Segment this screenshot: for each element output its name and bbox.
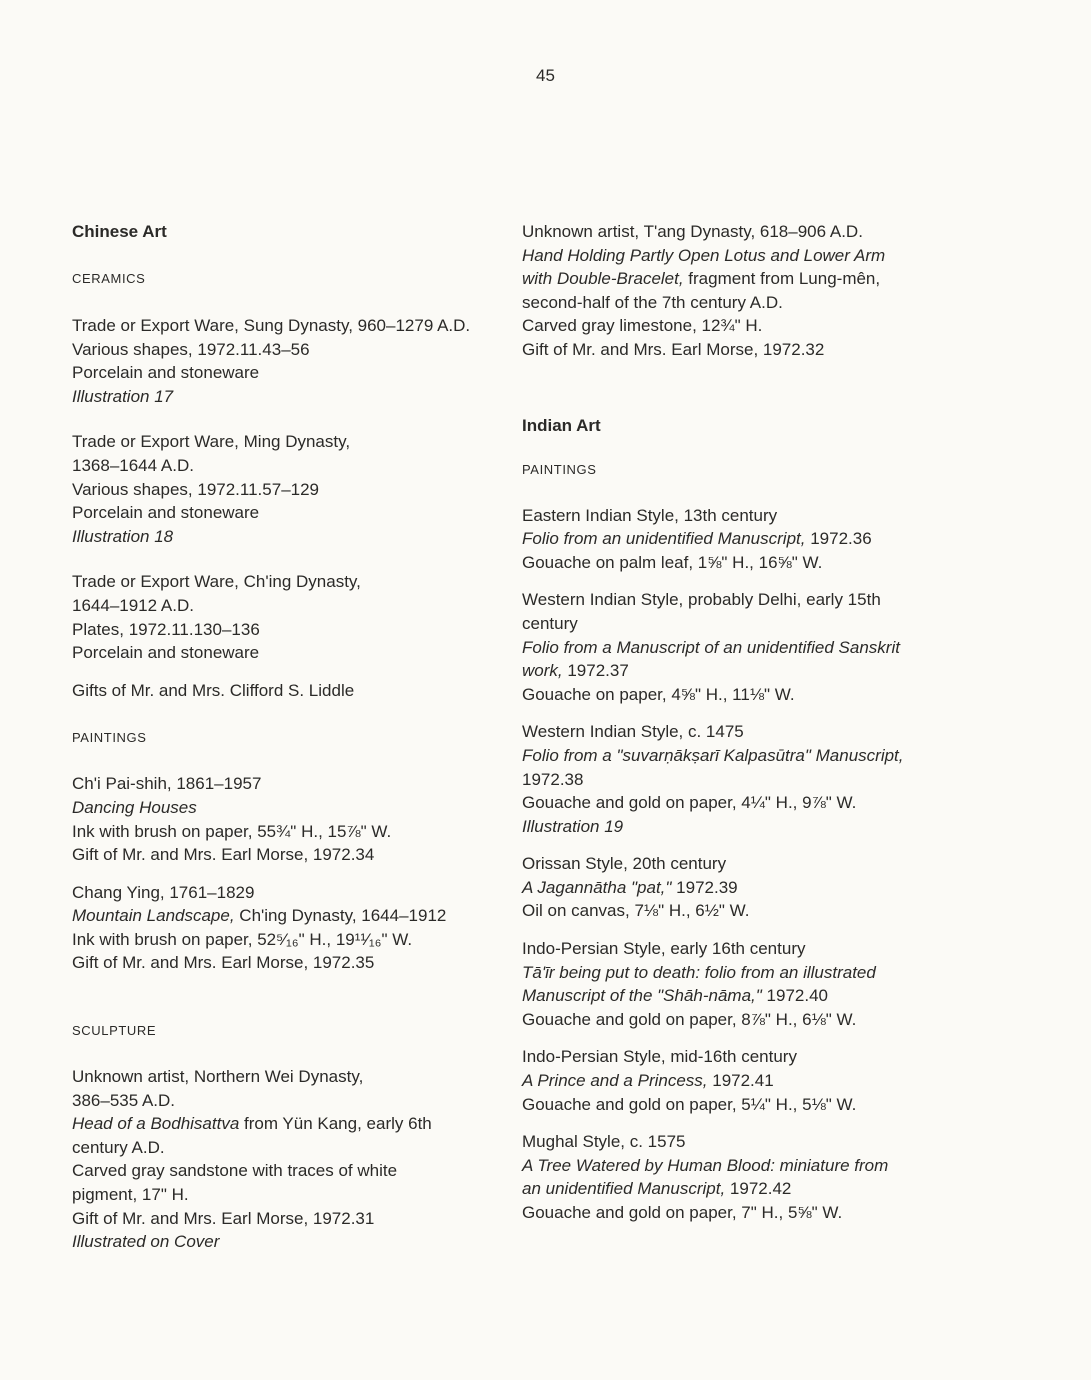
section-heading-indian-art: Indian Art (522, 415, 601, 435)
entry-title-text: work, (522, 661, 563, 681)
entry-text: 1972.37 (562, 661, 629, 681)
entry-line: Western Indian Style, c. 1475 (522, 722, 744, 742)
entry-line: 1368–1644 A.D. (72, 455, 194, 475)
entry-line: second-half of the 7th century A.D. (522, 292, 783, 312)
entry-title-text: Mountain Landscape, (72, 906, 235, 926)
entry-line: Porcelain and stoneware (72, 503, 260, 523)
entry-line: Plates, 1972.11.130–136 (72, 619, 260, 639)
catalog-entry (72, 772, 532, 866)
catalog-entry (72, 314, 532, 408)
entry-line (72, 1112, 532, 1136)
entry-line: Various shapes, 1972.11.43–56 (72, 339, 310, 359)
entry-title-text: Manuscript of the "Shāh-nāma," (522, 986, 762, 1006)
entry-line: Illustrated on Cover (72, 1232, 220, 1252)
entry-line: century A.D. (72, 1137, 165, 1157)
subsection-label-paintings: PAINTINGS (522, 461, 597, 477)
catalog-entry (72, 881, 532, 975)
catalog-entry (522, 1045, 992, 1116)
entry-line: 1972.38 (522, 769, 584, 789)
entry-line: Trade or Export Ware, Ming Dynasty, (72, 432, 351, 452)
entry-line: Gift of Mr. and Mrs. Earl Morse, 1972.31 (72, 1208, 375, 1228)
entry-line: Carved gray sandstone with traces of white (72, 1161, 398, 1181)
entry-line (522, 876, 992, 900)
entry-line: Illustration 19 (522, 816, 624, 836)
entry-text: 1972.42 (725, 1179, 792, 1199)
entry-line: Gouache and gold on paper, 7" H., 5⅝" W. (522, 1203, 843, 1222)
entry-line (72, 904, 532, 928)
entry-line: Unknown artist, Northern Wei Dynasty, (72, 1067, 364, 1087)
entry-line: pigment, 17" H. (72, 1185, 189, 1205)
entry-line: Gift of Mr. and Mrs. Earl Morse, 1972.35 (72, 953, 375, 973)
entry-text: fragment from Lung-mên, (683, 269, 881, 289)
catalog-entry (72, 430, 532, 548)
entry-title-text: A Jagannātha "pat," (522, 877, 672, 897)
entry-line: Ch'i Pai-shih, 1861–1957 (72, 774, 262, 794)
entry-line: Eastern Indian Style, 13th century (522, 505, 778, 525)
catalog-entry (522, 220, 992, 362)
entry-line: Mughal Style, c. 1575 (522, 1132, 686, 1152)
catalog-entry (72, 570, 532, 664)
entry-line: Gift of Mr. and Mrs. Earl Morse, 1972.34 (72, 845, 375, 865)
page-number: 45 (536, 66, 555, 85)
entry-title-text: Folio from an unidentified Manuscript, (522, 529, 806, 549)
entry-line: Ink with brush on paper, 52⁵⁄₁₆" H., 19¹¹⁄₁₆" W. (72, 929, 413, 949)
entry-line: Gift of Mr. and Mrs. Earl Morse, 1972.32 (522, 339, 825, 359)
entry-text: 1972.41 (707, 1071, 774, 1091)
entry-line: 1644–1912 A.D. (72, 595, 194, 615)
entry-line: Indo-Persian Style, mid-16th century (522, 1047, 797, 1067)
entry-title-text: A Prince and a Princess, (522, 1071, 708, 1091)
catalog-entry (72, 1065, 532, 1254)
entry-line: Dancing Houses (72, 797, 197, 817)
entry-line: Illustration 18 (72, 526, 174, 546)
entry-line: Gouache and gold on paper, 8⅞" H., 6⅛" W. (522, 1009, 857, 1029)
entry-line: A Tree Watered by Human Blood: miniature from (522, 1155, 889, 1175)
entry-line: Carved gray limestone, 12¾" H. (522, 316, 763, 336)
entry-text: 1972.40 (761, 986, 828, 1006)
gifts-line: Gifts of Mr. and Mrs. Clifford S. Liddle (72, 680, 355, 700)
catalog-entry (522, 720, 992, 838)
entry-line: century (522, 613, 578, 633)
entry-text: from Yün Kang, early 6th (239, 1114, 432, 1134)
entry-line (522, 1069, 992, 1093)
entry-line: Gouache and gold on paper, 5¼" H., 5⅛" W. (522, 1094, 857, 1114)
entry-line: Trade or Export Ware, Sung Dynasty, 960–1279 A.D. (72, 316, 471, 335)
entry-line: Oil on canvas, 7⅛" H., 6½" W. (522, 901, 750, 921)
entry-title-text: Head of a Bodhisattva (72, 1114, 240, 1134)
catalog-entry (522, 1130, 992, 1224)
catalog-entry (522, 852, 992, 923)
entry-line: Illustration 17 (72, 386, 174, 406)
entry-text: 1972.36 (805, 529, 872, 549)
entry-title-text: with Double-Bracelet, (522, 269, 684, 289)
entry-line: Indo-Persian Style, early 16th century (522, 939, 806, 959)
entry-line (522, 659, 992, 683)
entry-line: Hand Holding Partly Open Lotus and Lower Arm (522, 245, 886, 265)
entry-title-text: an unidentified Manuscript, (522, 1179, 726, 1199)
entry-line: Trade or Export Ware, Ch'ing Dynasty, (72, 572, 361, 592)
catalog-entry (522, 937, 992, 1031)
entry-line: Unknown artist, T'ang Dynasty, 618–906 A.D. (522, 222, 863, 241)
entry-line: 386–535 A.D. (72, 1090, 176, 1110)
entry-line: Various shapes, 1972.11.57–129 (72, 479, 320, 499)
entry-line: Gouache and gold on paper, 4¼" H., 9⅞" W. (522, 793, 857, 813)
subsection-label-paintings: PAINTINGS (72, 730, 147, 746)
entry-text: Ch'ing Dynasty, 1644–1912 (234, 906, 447, 926)
entry-line: Orissan Style, 20th century (522, 854, 727, 874)
entry-line: Ink with brush on paper, 55¾" H., 15⅞" W. (72, 821, 392, 841)
right-column (522, 218, 992, 1225)
entry-line (522, 984, 992, 1008)
entry-line: Porcelain and stoneware (72, 643, 260, 663)
entry-text: 1972.39 (671, 877, 738, 897)
entry-line: Chang Ying, 1761–1829 (72, 882, 255, 902)
section-heading-chinese-art: Chinese Art (72, 222, 167, 241)
entry-line (522, 527, 992, 551)
left-column (72, 218, 532, 1254)
entry-line: Western Indian Style, probably Delhi, early 15th (522, 590, 881, 610)
subsection-label-ceramics: CERAMICS (72, 271, 146, 286)
subsection-label-sculpture: SCULPTURE (72, 1023, 157, 1039)
catalog-entry (522, 504, 992, 575)
entry-line: Tā'īr being put to death: folio from an illustrated (522, 962, 876, 982)
entry-line: Gouache on paper, 4⅝" H., 11⅛" W. (522, 684, 795, 704)
entry-line: Porcelain and stoneware (72, 363, 260, 383)
entry-line: Folio from a "suvarṇākṣarī Kalpasūtra" Manuscript, (522, 745, 904, 765)
catalog-entry (522, 588, 992, 706)
gifts-note (72, 679, 532, 703)
entry-line (522, 267, 992, 291)
entry-line: Gouache on palm leaf, 1⅝" H., 16⅝" W. (522, 552, 823, 572)
entry-line: Folio from a Manuscript of an unidentified Sanskrit (522, 637, 900, 657)
entry-line (522, 1177, 992, 1201)
